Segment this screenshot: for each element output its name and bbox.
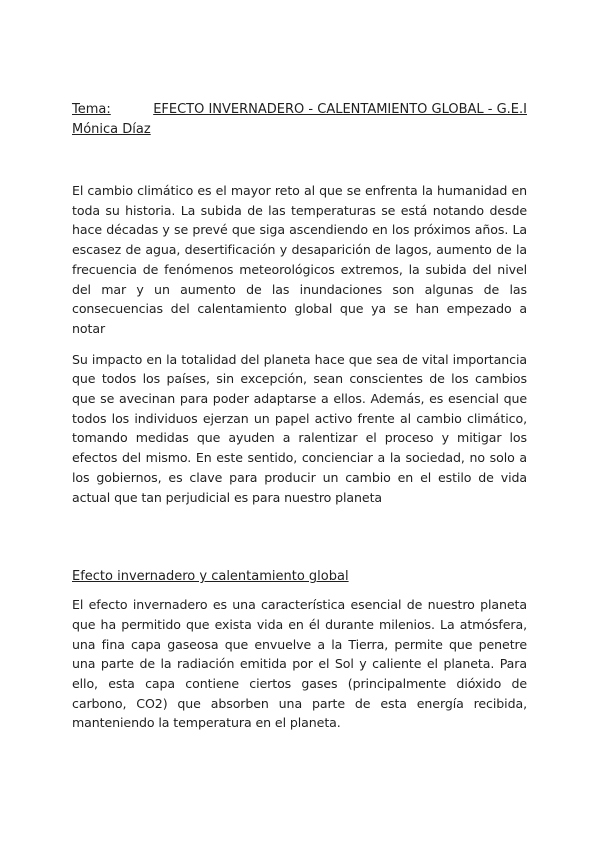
author-name: Mónica Díaz	[72, 122, 151, 137]
paragraph-greenhouse: El efecto invernadero es una característica esencial de nuestro planeta que ha permitido que exista vida en él durante milenios. La atmósfera, una fina capa gaseosa que envuelve a la Tierra, permite que penetre una parte de la radiación emitida por el Sol y caliente el planeta. Para ello, esta capa contiene ciertos gases (principalmente dióxido de carbono, CO2) que absorben una parte de esta energía recibida, manteniendo la temperatura en el planeta.	[72, 597, 527, 731]
paragraph-intro: El cambio climático es el mayor reto al que se enfrenta la humanidad en toda su historia. La subida de las temperaturas se está notando desde hace décadas y se prevé que siga ascendiendo en los próximos años. La escasez de agua, desertificación y desaparición de lagos, aumento de la frecuencia de fenómenos meteorológicos extremos, la subida del nivel del mar y un aumento de las inundaciones son algunas de las consecuencias del calentamiento global que ya se han empezado a notar	[72, 183, 527, 336]
document-title-line	[72, 100, 527, 120]
tema-label: Tema:	[72, 102, 111, 117]
document-title: EFECTO INVERNADERO - CALENTAMIENTO GLOBAL - G.E.I	[153, 102, 527, 117]
section-heading: Efecto invernadero y calentamiento global	[72, 569, 349, 585]
paragraph-impact: Su impacto en la totalidad del planeta hace que sea de vital importancia que todos los países, sin excepción, sean conscientes de los cambios que se avecinan para poder adaptarse a ellos. Además, es esencial que todos los individuos ejerzan un papel activo frente al cambio climático, tomando medidas que ayuden a ralentizar el proceso y mitigar los efectos del mismo. En este sentido, concienciar a la sociedad, no solo a los gobiernos, es clave para producir un cambio en el estilo de vida actual que tan perjudicial es para nuestro planeta	[72, 351, 527, 505]
document-page	[72, 100, 527, 733]
